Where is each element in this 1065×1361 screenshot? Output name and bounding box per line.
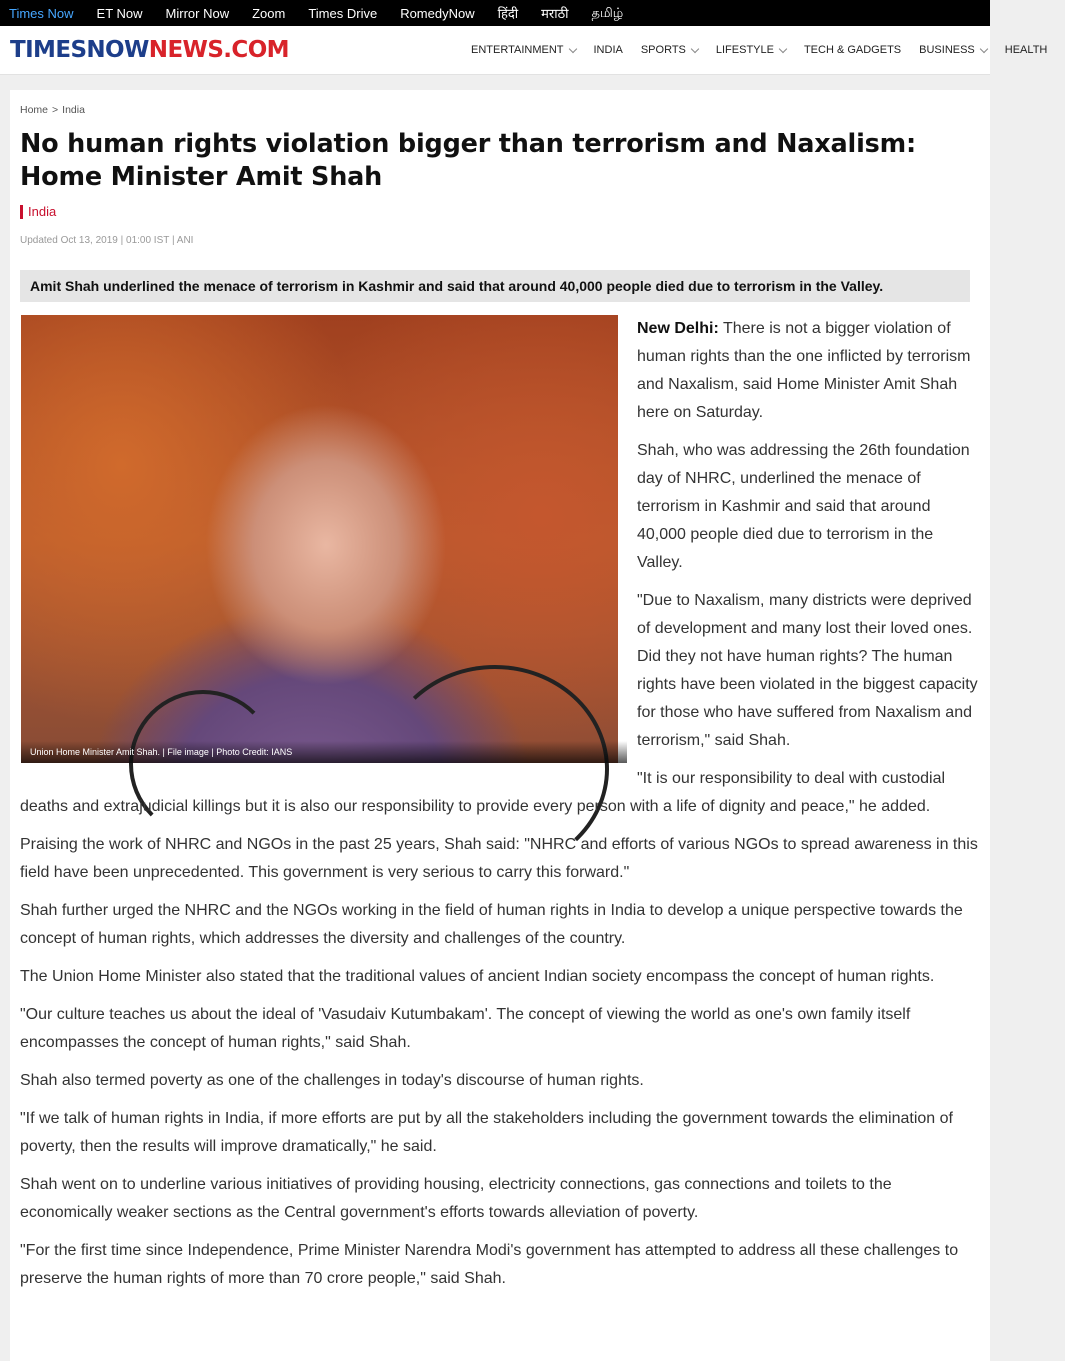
nav-item-lifestyle[interactable] xyxy=(716,44,786,56)
network-link-marathi[interactable]: मराठी xyxy=(541,6,569,21)
logo-part-news: NEWS.COM xyxy=(148,37,289,63)
chevron-down-icon xyxy=(980,44,988,52)
article-paragraph: Shah, who was addressing the 26th foundation day of NHRC, underlined the menace of terrorism in Kashmir and said that around 40,000 people died due to terrorism in the Valley. xyxy=(637,442,970,571)
nav-item-business[interactable] xyxy=(919,44,987,56)
network-link-hindi[interactable]: हिंदी xyxy=(497,6,519,21)
article-paragraph: Shah further urged the NHRC and the NGOs working in the field of human rights in India to develop a unique perspective towards the concept of human rights, which addresses the diversity and challenges of the country. xyxy=(20,902,963,947)
network-link-et-now[interactable]: ET Now xyxy=(96,5,143,21)
article-paragraph: "Due to Naxalism, many districts were deprived of development and many lost their loved ones. Did they not have human rights? The human rights have been violated in the biggest capacity for those who have suffered from Naxalism and terrorism," said Shah. xyxy=(637,592,978,749)
logo-part-timesnow: TIMESNOW xyxy=(10,37,149,63)
article-body xyxy=(20,315,980,1303)
article-paragraph: Shah also termed poverty as one of the challenges in today's discourse of human rights. xyxy=(20,1072,644,1089)
site-logo[interactable] xyxy=(10,37,289,63)
network-link-times-drive[interactable]: Times Drive xyxy=(308,5,378,21)
breadcrumb-india[interactable]: India xyxy=(62,104,85,116)
network-link-zoom[interactable]: Zoom xyxy=(252,5,286,21)
network-link-romedynow[interactable]: RomedyNow xyxy=(400,5,475,21)
article-category[interactable]: India xyxy=(20,205,56,219)
article-container xyxy=(10,90,990,1361)
network-link-mirror-now[interactable]: Mirror Now xyxy=(165,5,230,21)
site-header xyxy=(0,26,1048,75)
article-paragraph: "It is our responsibility to deal with custodial deaths and extrajudicial killings but it is also our responsibility to provide every person with a life of dignity and peace," he added. xyxy=(20,770,946,815)
breadcrumb xyxy=(20,104,85,116)
article-paragraph: "If we talk of human rights in India, if more efforts are put by all the stakeholders including the government towards the elimination of poverty, then the results will improve dramatically," he said. xyxy=(20,1110,953,1155)
lead-text: There is not a bigger violation of human rights than the one inflicted by terrorism and Naxalism, said Home Minister Amit Shah here on Saturday. xyxy=(637,320,971,421)
image-caption: Union Home Minister Amit Shah. | File image | Photo Credit: IANS xyxy=(21,741,627,763)
nav-label: HEALTH xyxy=(1004,44,1048,56)
network-link-times-now[interactable]: Times Now xyxy=(9,5,74,21)
article-meta: Updated Oct 13, 2019 | 01:00 IST | ANI xyxy=(20,235,194,246)
nav-item-sports[interactable] xyxy=(641,44,698,56)
article-paragraph: Shah went on to underline various initiatives of providing housing, electricity connections, gas connections and toilets to the economically weaker sections as the Central government's efforts towards alleviation of poverty. xyxy=(20,1176,892,1221)
nav-label: SPORTS xyxy=(640,44,686,56)
chevron-down-icon xyxy=(691,44,699,52)
chevron-down-icon xyxy=(779,44,787,52)
chevron-down-icon xyxy=(568,44,576,52)
article-paragraph: "For the first time since Independence, Prime Minister Narendra Modi's government has attempted to address all these challenges to preserve the human rights of more than 70 crore people," said Shah. xyxy=(20,1242,959,1287)
nav-label: TECH & GADGETS xyxy=(803,44,902,56)
article-title: No human rights violation bigger than terrorism and Naxalism: Home Minister Amit Shah xyxy=(20,129,916,192)
network-bar xyxy=(0,0,990,26)
article-paragraph: Praising the work of NHRC and NGOs in the past 25 years, Shah said: "NHRC and efforts of various NGOs to spread awareness in this field have been unprecedented. This government is very serious to carry this forward." xyxy=(20,836,978,881)
article-paragraph: The Union Home Minister also stated that the traditional values of ancient Indian society encompass the concept of human rights. xyxy=(20,968,935,985)
nav-item-entertainment[interactable] xyxy=(471,44,576,56)
nav-item-india[interactable] xyxy=(594,44,623,56)
nav-label: ENTERTAINMENT xyxy=(471,44,564,56)
nav-item-tech-gadgets[interactable] xyxy=(804,44,901,56)
network-link-tamil[interactable]: தமிழ் xyxy=(591,4,624,20)
main-nav xyxy=(471,44,1065,56)
dateline: New Delhi: xyxy=(637,320,719,337)
breadcrumb-separator: > xyxy=(52,104,59,116)
nav-item-health[interactable] xyxy=(1005,44,1048,56)
nav-label: BUSINESS xyxy=(919,44,975,56)
image-spacer xyxy=(20,315,617,765)
nav-label: INDIA xyxy=(593,44,623,56)
breadcrumb-home[interactable]: Home xyxy=(20,104,49,116)
nav-label: LIFESTYLE xyxy=(715,44,774,56)
article-paragraph: "Our culture teaches us about the ideal of 'Vasudaiv Kutumbakam'. The concept of viewing the world as one's own family itself encompasses the concept of human rights," said Shah. xyxy=(20,1006,911,1051)
article-summary: Amit Shah underlined the menace of terrorism in Kashmir and said that around 40,000 people died due to terrorism in the Valley. xyxy=(20,270,970,302)
